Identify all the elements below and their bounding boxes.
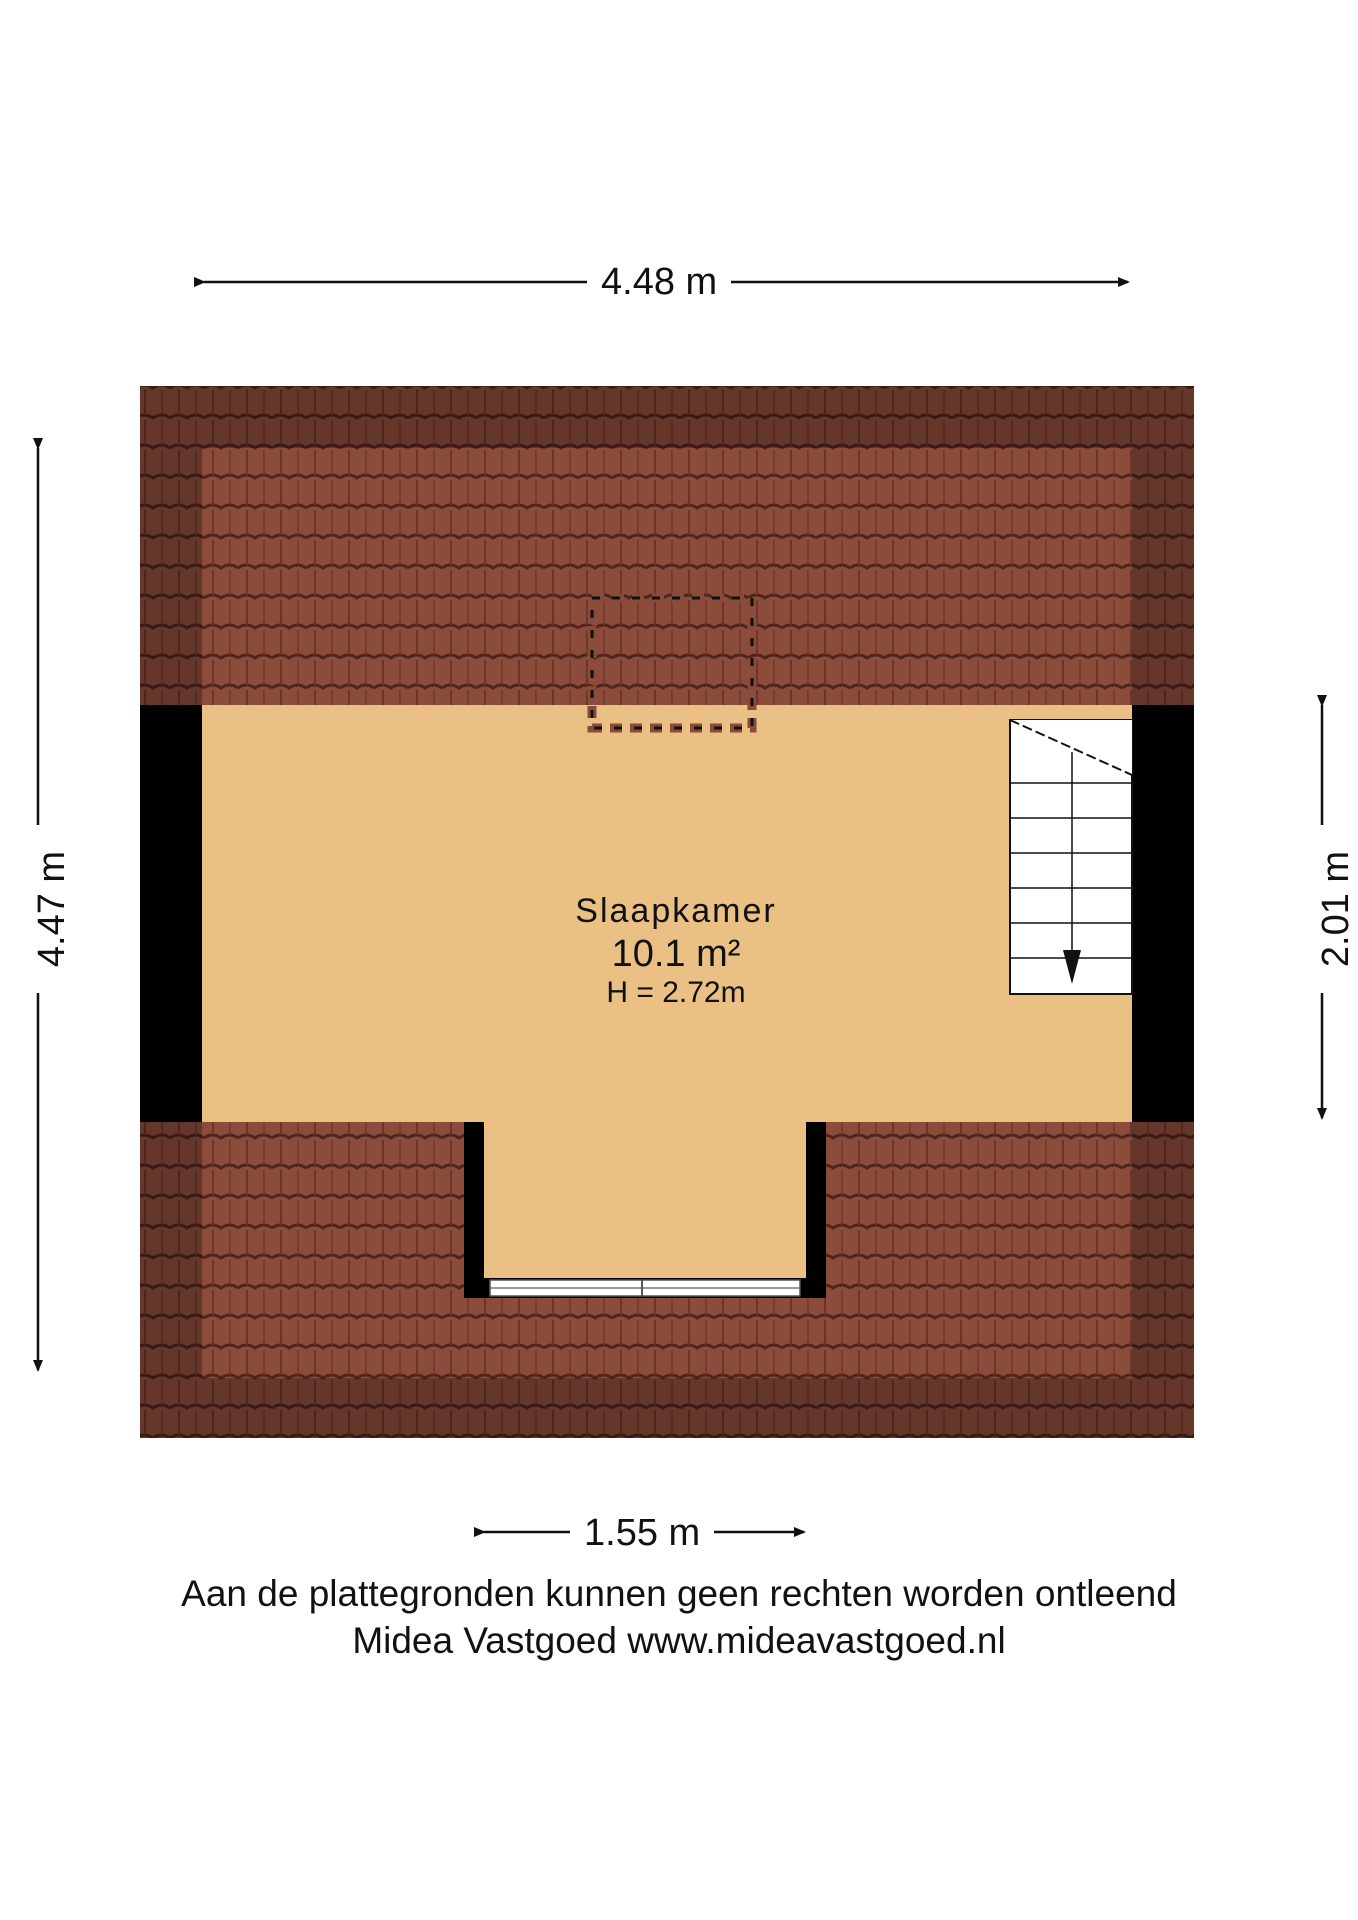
window <box>490 1280 800 1296</box>
room-name: Slaapkamer <box>575 892 777 930</box>
dimension-top-width: 4.48 m <box>587 263 731 301</box>
room-area: 10.1 m² <box>611 933 741 975</box>
room-height: H = 2.72m <box>606 976 746 1009</box>
credit-text: Midea Vastgoed www.mideavastgoed.nl <box>352 1620 1006 1661</box>
disclaimer-text: Aan de plattegronden kunnen geen rechten worden ontleend <box>181 1573 1177 1614</box>
dimension-left-height: 4.47 m <box>33 825 71 993</box>
dimension-right-height: 2.01 m <box>1317 825 1355 993</box>
dimension-bottom-width: 1.55 m <box>570 1514 714 1552</box>
staircase <box>1010 720 1132 994</box>
